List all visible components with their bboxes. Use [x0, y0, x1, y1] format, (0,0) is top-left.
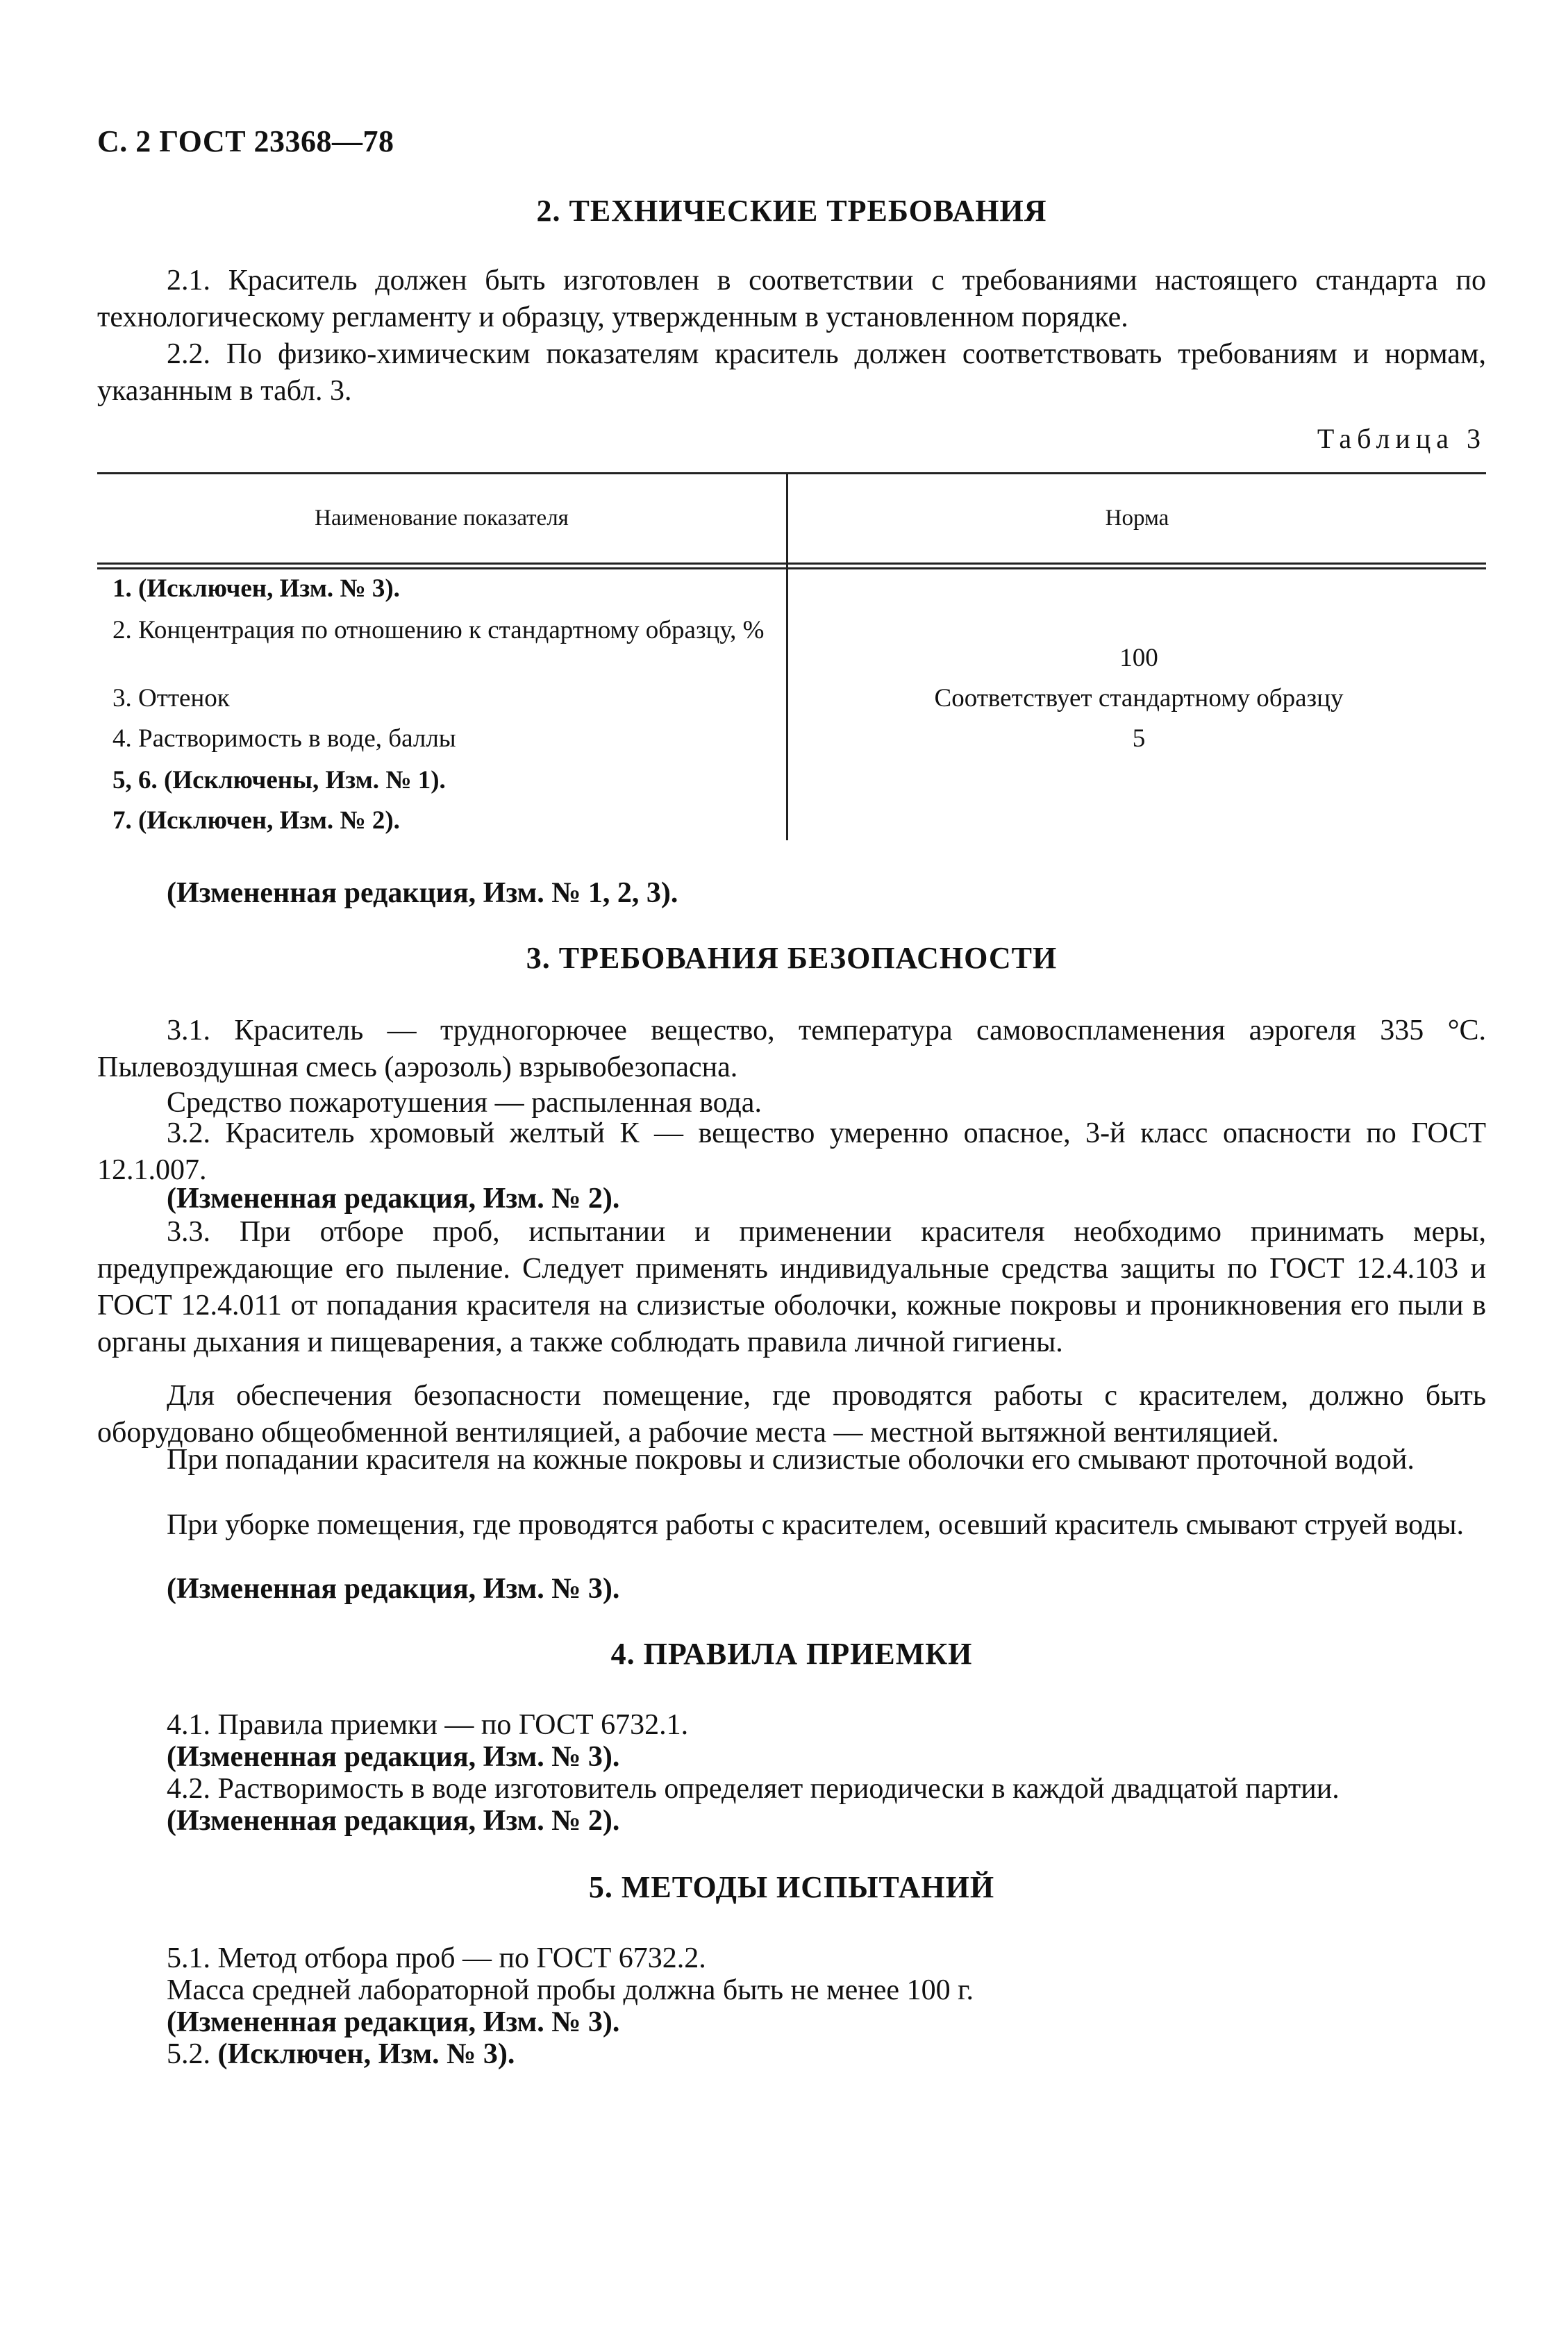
table-row-4-norm: 5 — [1132, 724, 1146, 753]
paragraph-3-3-skin: При попадании красителя на кожные покровы и слизистые оболочки его смывают проточной водой. — [167, 1444, 1415, 1476]
running-header: С. 2 ГОСТ 23368—78 — [97, 124, 394, 158]
paragraph-2-1: 2.1. Краситель должен быть изготовлен в соответствии с требованиями настоящего стандарта по технологическому регламенту и образцу, утвержденным в установленном порядке. — [97, 265, 1486, 333]
paragraph-3-1-extinguishing: Средство пожаротушения — распыленная вода. — [167, 1087, 762, 1119]
section-2-title: 2. ТЕХНИЧЕСКИЕ ТРЕБОВАНИЯ — [536, 194, 1047, 228]
table-row-4-name: 4. Растворимость в воде, баллы — [112, 724, 456, 753]
paragraph-5-2-number: 5.2. — [167, 2038, 210, 2070]
paragraph-4-2: 4.2. Растворимость в воде изготовитель определяет периодически в каждой двадцатой партии. — [167, 1773, 1340, 1805]
table-row-3-name: 3. Оттенок — [112, 684, 230, 712]
table-row-3-norm: Соответствует стандартному образцу — [934, 684, 1344, 712]
table-column-divider — [786, 472, 788, 840]
paragraph-4-1: 4.1. Правила приемки — по ГОСТ 6732.1. — [167, 1709, 689, 1741]
paragraph-3-2: 3.2. Краситель хромовый желтый К — вещество умеренно опасное, 3-й класс опасности по ГОСТ 12.1.007. — [97, 1117, 1486, 1186]
paragraph-5-1-mass: Масса средней лабораторной пробы должна быть не менее 100 г. — [167, 1974, 974, 2006]
section-5-title: 5. МЕТОДЫ ИСПЫТАНИЙ — [588, 1870, 995, 1904]
table-row-2-norm: 100 — [1119, 644, 1158, 672]
table-header-rule-2 — [97, 567, 1486, 569]
paragraph-5-1: 5.1. Метод отбора проб — по ГОСТ 6732.2. — [167, 1942, 706, 1974]
amendment-4-2: (Измененная редакция, Изм. № 2). — [167, 1805, 620, 1837]
table-row-7-name: 7. (Исключен, Изм. № 2). — [112, 806, 400, 835]
table-top-rule — [97, 472, 1486, 474]
table-header-rule — [97, 562, 1486, 565]
amendment-3-3: (Измененная редакция, Изм. № 3). — [167, 1573, 620, 1605]
paragraph-3-3-ventilation: Для обеспечения безопасности помещение, где проводятся работы с красителем, должно быть оборудовано общеобменной вентиляцией, а рабочие места — местной вытяжной вентиляцией. — [97, 1380, 1486, 1449]
paragraph-2-2: 2.2. По физико-химическим показателям краситель должен соответствовать требованиям и нормам, указанным в табл. 3. — [97, 338, 1486, 407]
paragraph-5-2-text: (Исключен, Изм. № 3). — [217, 2038, 515, 2070]
table-row-1-name: 1. (Исключен, Изм. № 3). — [112, 574, 400, 603]
amendment-5-1: (Измененная редакция, Изм. № 3). — [167, 2006, 620, 2038]
table-header-norm: Норма — [1105, 506, 1169, 531]
amendment-3-2: (Измененная редакция, Изм. № 2). — [167, 1183, 620, 1215]
section-3-title: 3. ТРЕБОВАНИЯ БЕЗОПАСНОСТИ — [526, 941, 1058, 975]
paragraph-3-3: 3.3. При отборе проб, испытании и применении красителя необходимо принимать меры, предупреждающие его пыление. Следует применять индивидуальные средства защиты по ГОСТ 12.4.103 и ГОСТ 12.4.011 от попадания красителя на слизистые оболочки, кожные покровы и проникновения его пыли в органы дыхания и пищеварения, а также соблюдать правила личной гигиены. — [97, 1216, 1486, 1358]
paragraph-5-2 — [97, 2036, 1486, 2073]
table-amendment-note: (Измененная редакция, Изм. № 1, 2, 3). — [167, 877, 678, 909]
paragraph-3-3-cleaning: При уборке помещения, где проводятся работы с красителем, осевший краситель смывают струей воды. — [167, 1509, 1464, 1541]
table-row-2-name: 2. Концентрация по отношению к стандартному образцу, % — [112, 616, 765, 644]
table-row-5-name: 5, 6. (Исключены, Изм. № 1). — [112, 766, 446, 794]
section-4-title: 4. ПРАВИЛА ПРИЕМКИ — [610, 1637, 973, 1671]
table-header-name: Наименование показателя — [315, 506, 569, 531]
amendment-4-1: (Измененная редакция, Изм. № 3). — [167, 1741, 620, 1773]
paragraph-3-1: 3.1. Краситель — трудногорючее вещество, температура самовоспламенения аэрогеля 335 °С. Пылевоздушная смесь (аэрозоль) взрывобезопасна. — [97, 1015, 1486, 1083]
table-caption: Таблица 3 — [1317, 423, 1486, 454]
